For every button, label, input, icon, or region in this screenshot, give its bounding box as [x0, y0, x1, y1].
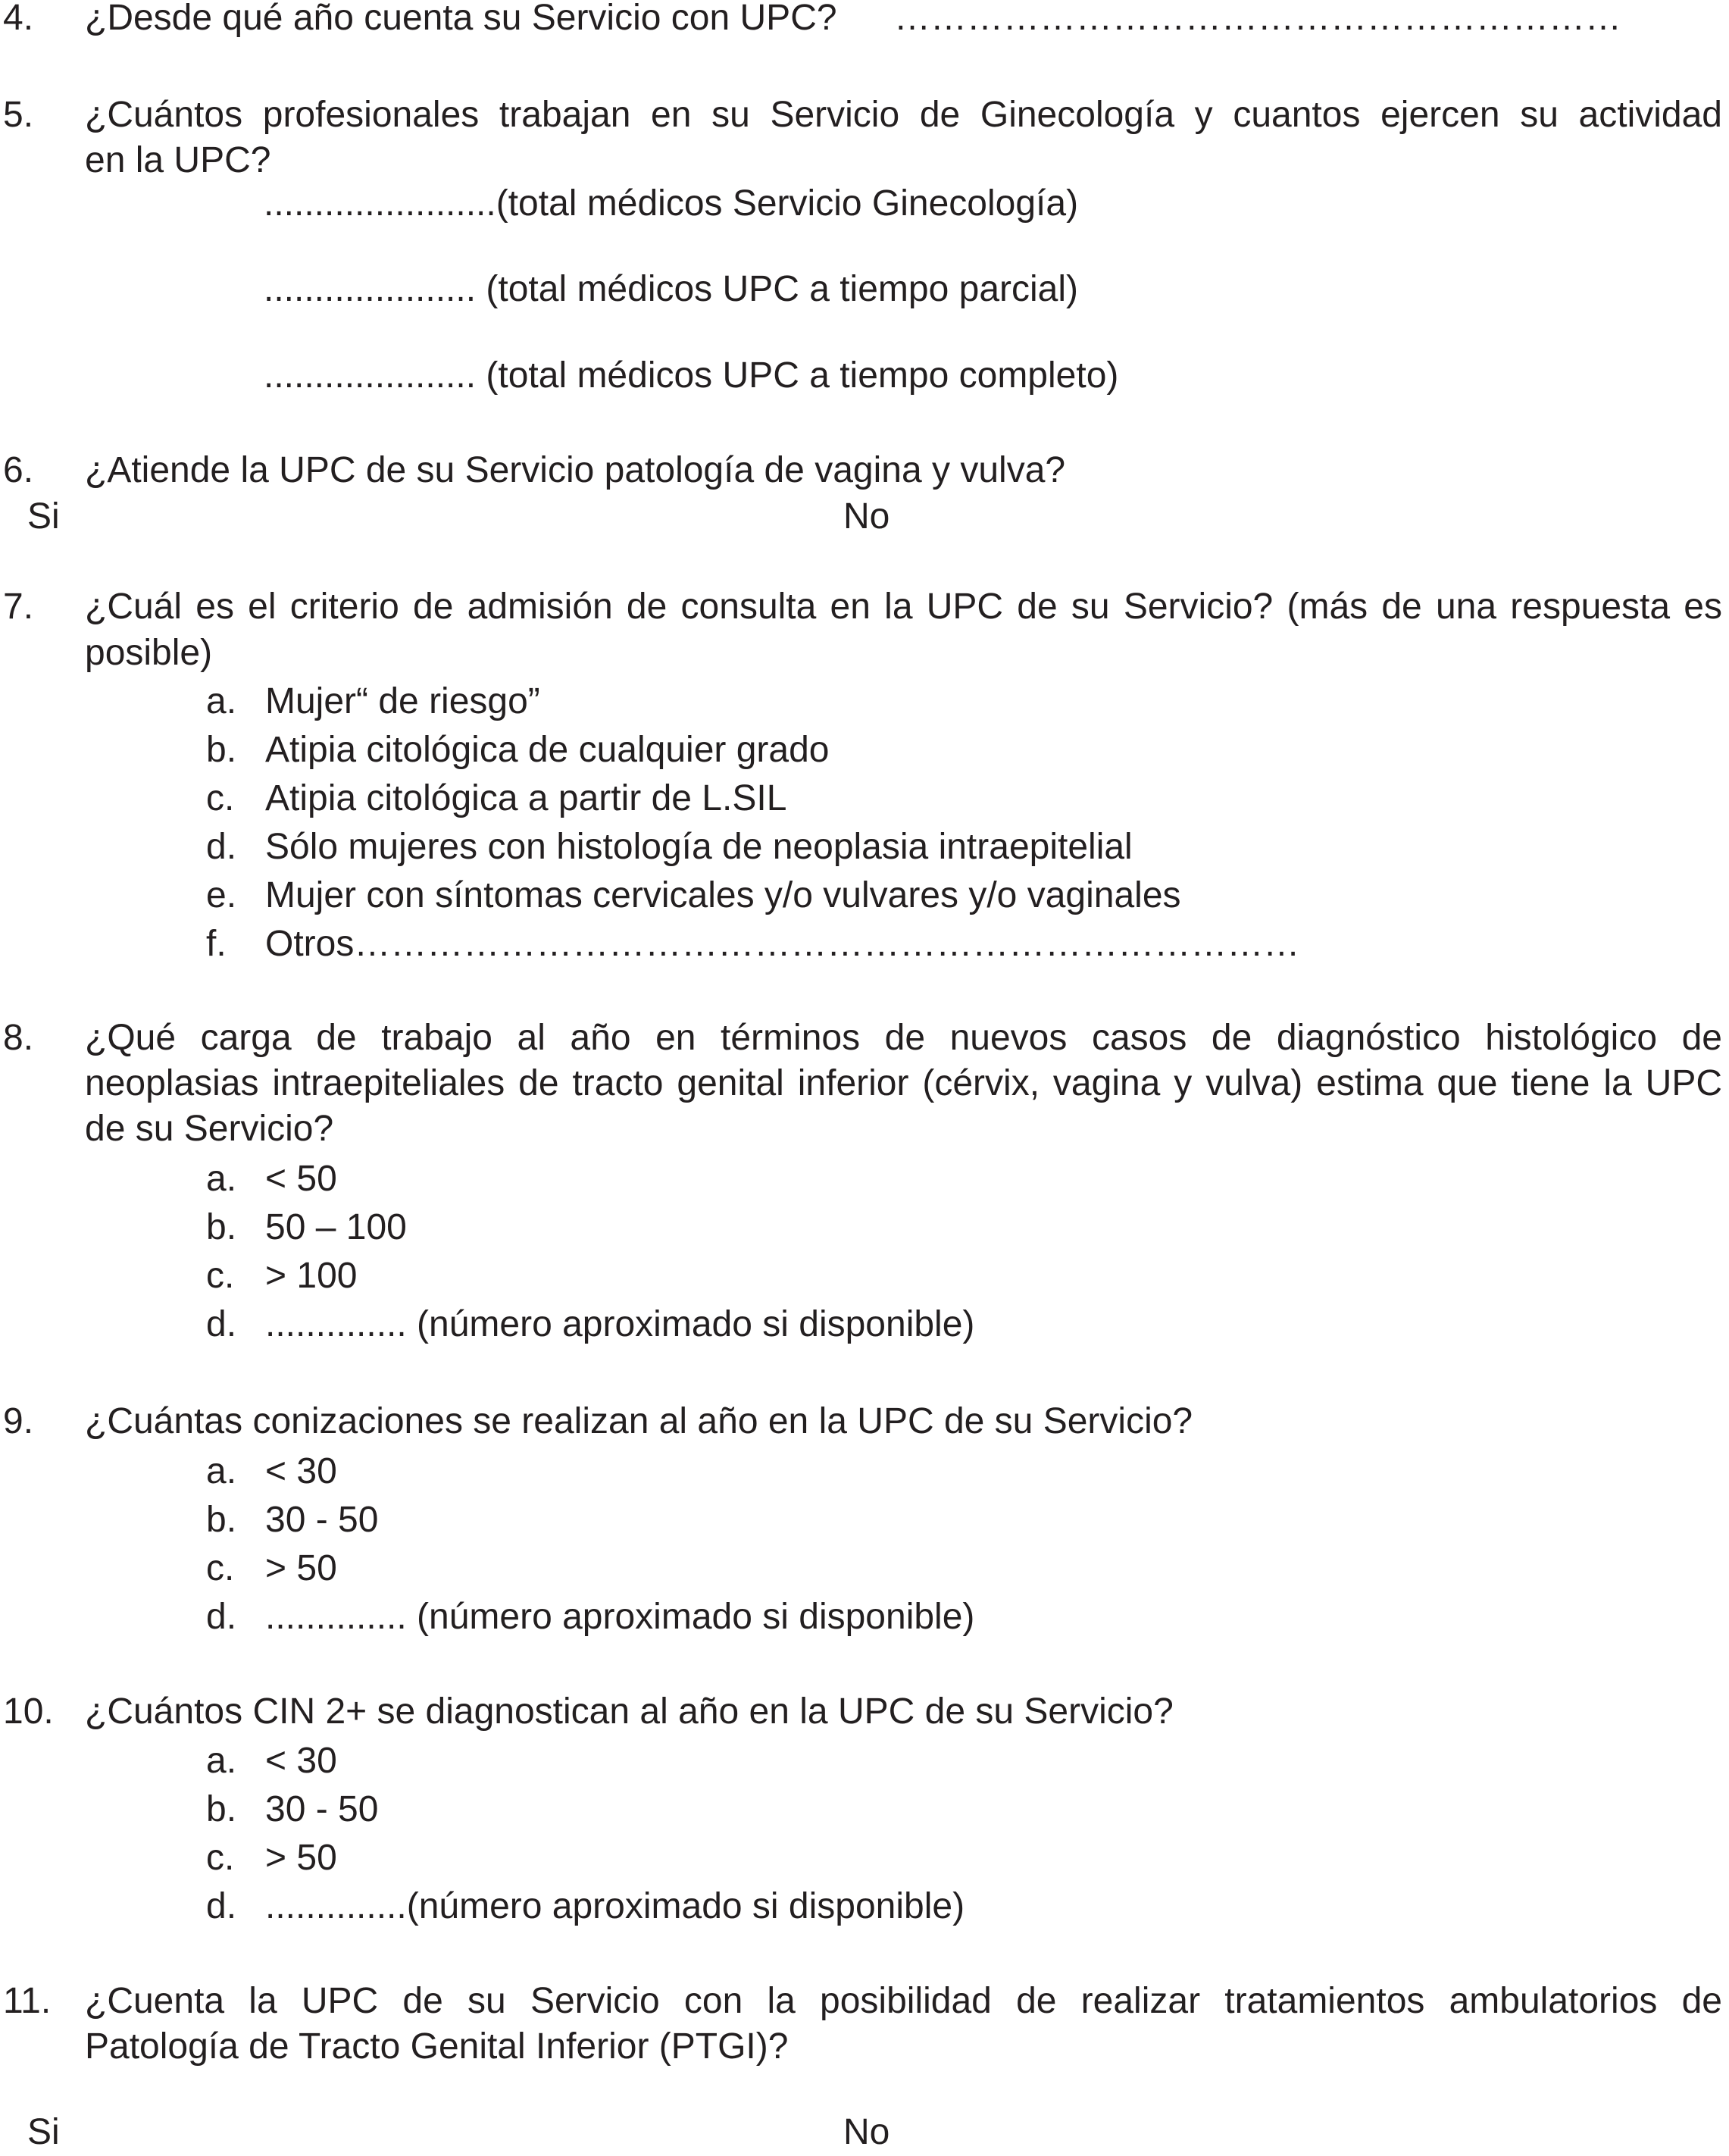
question-5-field-part-time[interactable]: ..................... (total médicos UPC a tiempo parcial) [264, 269, 1079, 309]
question-5-text-line-2: en la UPC? [85, 140, 271, 180]
question-8-text-line-3: de su Servicio? [85, 1109, 334, 1149]
question-7-option-b-letter: b. [206, 730, 237, 770]
question-8-option-d-letter: d. [206, 1304, 237, 1344]
question-10-text: ¿Cuántos CIN 2+ se diagnostican al año en la UPC de su Servicio? [85, 1691, 1174, 1732]
question-9-option-a-letter: a. [206, 1451, 237, 1491]
question-7-option-c-letter: c. [206, 778, 235, 818]
question-9-option-d-letter: d. [206, 1597, 237, 1637]
question-4-answer-blank[interactable]: …………………………………………………… [894, 0, 1621, 38]
question-8-option-c[interactable]: > 100 [265, 1256, 358, 1296]
question-7-number: 7. [3, 587, 34, 627]
question-10-option-b-letter: b. [206, 1789, 237, 1829]
question-5-field-total-gynecology[interactable]: .......................(total médicos Servicio Ginecología) [264, 183, 1079, 224]
question-8-text-line-1: ¿Qué carga de trabajo al año en términos de nuevos casos de diagnóstico histológico de [85, 1018, 1722, 1058]
question-6-number: 6. [3, 450, 34, 490]
question-7-option-c[interactable]: Atipia citológica a partir de L.SIL [265, 778, 787, 818]
question-10-option-a-letter: a. [206, 1741, 237, 1781]
question-7-option-d[interactable]: Sólo mujeres con histología de neoplasia intraepitelial [265, 827, 1133, 867]
question-10-option-a[interactable]: < 30 [265, 1741, 337, 1781]
question-9-text: ¿Cuántas conizaciones se realizan al año en la UPC de su Servicio? [85, 1401, 1193, 1441]
question-7-option-f-letter: f. [206, 924, 227, 964]
question-9-option-a[interactable]: < 30 [265, 1451, 337, 1491]
question-7-option-e-letter: e. [206, 875, 237, 915]
question-5-field-full-time[interactable]: ..................... (total médicos UPC a tiempo completo) [264, 355, 1119, 396]
question-7-option-e[interactable]: Mujer con síntomas cervicales y/o vulvares y/o vaginales [265, 875, 1181, 915]
question-4-number: 4. [3, 0, 34, 38]
question-7-option-b[interactable]: Atipia citológica de cualquier grado [265, 730, 830, 770]
question-5-number: 5. [3, 95, 34, 135]
question-8-number: 8. [3, 1018, 34, 1058]
question-10-option-d-letter: d. [206, 1886, 237, 1926]
question-9-option-c-letter: c. [206, 1548, 235, 1588]
question-6-option-yes[interactable]: Si [27, 496, 60, 537]
question-7-option-f[interactable]: Otros…………………………………………………………………… [265, 924, 1300, 964]
question-11-option-no[interactable]: No [843, 2112, 890, 2152]
question-10-option-c[interactable]: > 50 [265, 1838, 337, 1878]
question-8-option-d[interactable]: .............. (número aproximado si disponible) [265, 1304, 975, 1344]
question-7-option-d-letter: d. [206, 827, 237, 867]
question-11-text-line-1: ¿Cuenta la UPC de su Servicio con la posibilidad de realizar tratamientos ambulatorios de [85, 1981, 1722, 2021]
question-8-option-c-letter: c. [206, 1256, 235, 1296]
question-10-option-b[interactable]: 30 - 50 [265, 1789, 379, 1829]
question-9-option-b[interactable]: 30 - 50 [265, 1500, 379, 1540]
question-5-text-line-1: ¿Cuántos profesionales trabajan en su Servicio de Ginecología y cuantos ejercen su actividad [85, 95, 1722, 135]
question-9-option-d[interactable]: .............. (número aproximado si disponible) [265, 1597, 975, 1637]
question-8-text-line-2: neoplasias intraepiteliales de tracto genital inferior (cérvix, vagina y vulva) estima que tiene la UPC [85, 1063, 1722, 1103]
question-9-option-b-letter: b. [206, 1500, 237, 1540]
question-10-option-d[interactable]: ..............(número aproximado si disponible) [265, 1886, 965, 1926]
question-8-option-b[interactable]: 50 – 100 [265, 1207, 407, 1247]
question-11-number: 11. [3, 1981, 52, 2021]
question-7-option-a-letter: a. [206, 681, 237, 721]
question-7-text-line-1: ¿Cuál es el criterio de admisión de consulta en la UPC de su Servicio? (más de una respuesta es [85, 587, 1722, 627]
question-8-option-b-letter: b. [206, 1207, 237, 1247]
question-8-option-a[interactable]: < 50 [265, 1159, 337, 1199]
question-11-text-line-2: Patología de Tracto Genital Inferior (PTGI)? [85, 2026, 789, 2067]
question-7-option-a[interactable]: Mujer“ de riesgo” [265, 681, 540, 721]
question-10-number: 10. [3, 1691, 54, 1732]
question-4-text: ¿Desde qué año cuenta su Servicio con UPC? [85, 0, 837, 38]
question-7-text-line-2: posible) [85, 633, 213, 673]
question-9-number: 9. [3, 1401, 34, 1441]
question-8-option-a-letter: a. [206, 1159, 237, 1199]
question-6-option-no[interactable]: No [843, 496, 890, 537]
question-10-option-c-letter: c. [206, 1838, 235, 1878]
question-6-text: ¿Atiende la UPC de su Servicio patología de vagina y vulva? [85, 450, 1066, 490]
question-11-option-yes[interactable]: Si [27, 2112, 60, 2152]
question-9-option-c[interactable]: > 50 [265, 1548, 337, 1588]
